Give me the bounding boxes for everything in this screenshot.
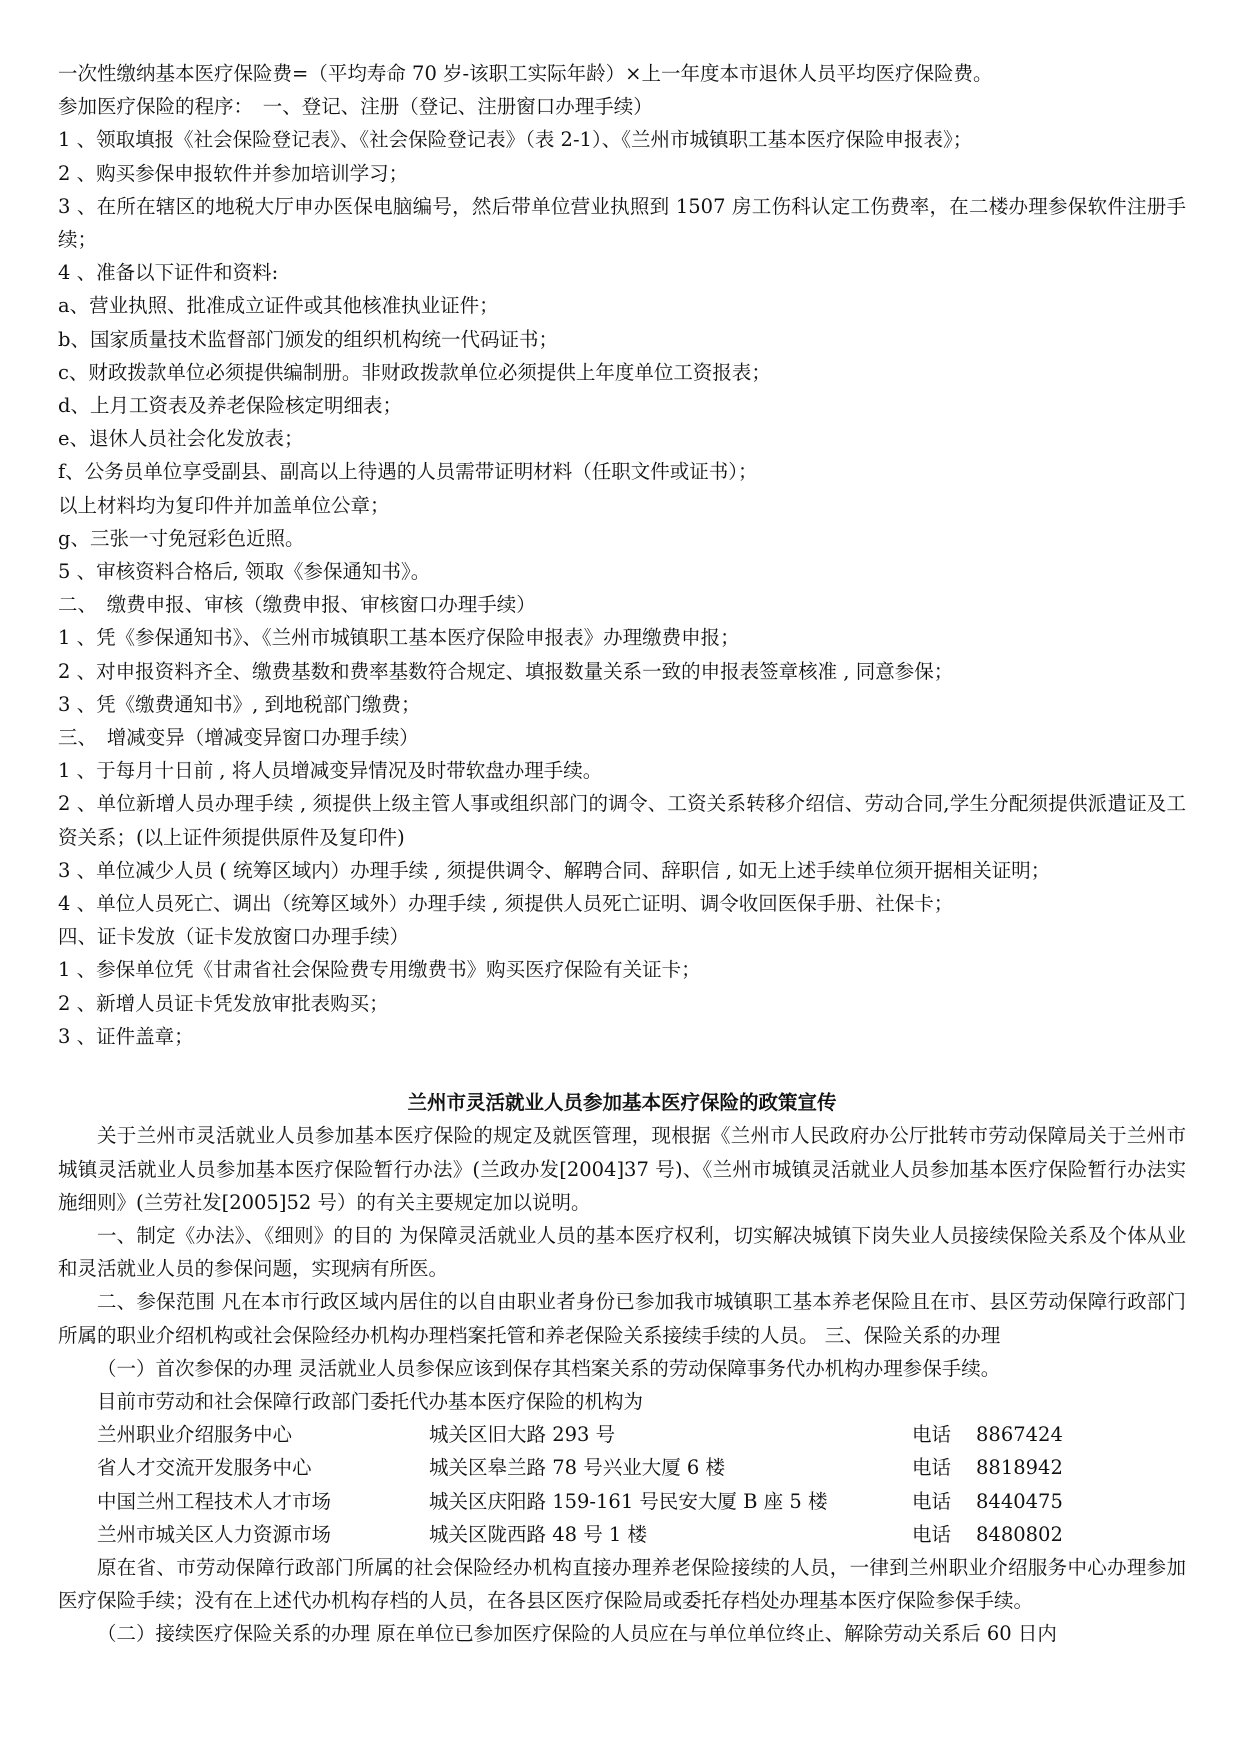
registration-step-5: 5 、审核资料合格后, 领取《参保通知书》。 bbox=[58, 560, 431, 584]
agency-address: 城关区旧大路 293 号 bbox=[429, 1423, 616, 1447]
document-item-f: f、公务员单位享受副县、副高以上待遇的人员需带证明材料（任职文件或证书）； bbox=[58, 460, 758, 484]
agency-phone-label: 电话 bbox=[912, 1456, 952, 1480]
agency-phone-label: 电话 bbox=[912, 1522, 952, 1546]
registration-step-4: 4 、准备以下证件和资料: bbox=[58, 261, 279, 285]
part3-step-4: 4 、单位人员死亡、调出（统筹区域外）办理手续 , 须提供人员死亡证明、调令收回医保手册、社保卡； bbox=[58, 892, 954, 916]
part2-step-3: 3 、凭《缴费通知书》, 到地税部门缴费； bbox=[58, 692, 421, 716]
original-staff-note: 原在省、市劳动保障行政部门所属的社会保险经办机构直接办理养老保险接续的人员，一律到兰州职业介绍服务中心办理参加医疗保险手续；没有在上述代办机构存档的人员，在各县区医疗保险局或委托存档处办理基本医疗保险参保手续。 bbox=[58, 1555, 1186, 1613]
agency-phone: 8818942 bbox=[976, 1456, 1063, 1480]
part4-step-2: 2 、新增人员证卡凭发放审批表购买； bbox=[58, 991, 389, 1015]
part3-step-3: 3 、单位减少人员 ( 统筹区域内）办理手续 , 须提供调令、解聘合同、辞职信 , 如无上述手续单位须开据相关证明； bbox=[58, 858, 1051, 882]
registration-step-1: 1 、领取填报《社会保险登记表》、《社会保险登记表》（表 2-1）、《兰州市城镇职工基本医疗保险申报表》； bbox=[58, 128, 973, 152]
agency-address: 城关区皋兰路 78 号兴业大厦 6 楼 bbox=[429, 1456, 726, 1480]
part2-title: 二、 缴费申报、审核（缴费申报、审核窗口办理手续） bbox=[58, 593, 536, 617]
continuation-note: （二）接续医疗保险关系的办理 原在单位已参加医疗保险的人员应在与单位单位终止、解除劳动关系后 60 日内 bbox=[97, 1622, 1057, 1646]
document-page bbox=[58, 57, 1186, 1651]
part3-step-1: 1 、于每月十日前 , 将人员增减变异情况及时带软盘办理手续。 bbox=[58, 759, 603, 783]
part2-step-1: 1 、凭《参保通知书》、《兰州市城镇职工基本医疗保险申报表》办理缴费申报； bbox=[58, 626, 740, 650]
policy-intro: 关于兰州市灵活就业人员参加基本医疗保险的规定及就医管理，现根据《兰州市人民政府办公厅批转市劳动保障局关于兰州市城镇灵活就业人员参加基本医疗保险暂行办法》(兰政办发[2004]37 号)、《兰州市城镇灵活就业人员参加基本医疗保险暂行办法实施细则》(兰劳社发[2005]52 号）的有关主要规定加以说明。 bbox=[58, 1124, 1186, 1214]
document-item-e: e、退休人员社会化发放表； bbox=[58, 427, 304, 451]
part3-title: 三、 增减变异（增减变异窗口办理手续） bbox=[58, 726, 419, 750]
section-gap bbox=[58, 1053, 1186, 1086]
policy-purpose: 一、制定《办法》、《细则》的目的 为保障灵活就业人员的基本医疗权利，切实解决城镇下岗失业人员接续保险关系及个体从业和灵活就业人员的参保问题，实现病有所医。 bbox=[58, 1223, 1186, 1281]
part4-step-1: 1 、参保单位凭《甘肃省社会保险费专用缴费书》购买医疗保险有关证卡； bbox=[58, 958, 701, 982]
agency-phone-label: 电话 bbox=[912, 1489, 952, 1513]
document-item-b: b、国家质量技术监督部门颁发的组织机构统一代码证书； bbox=[58, 327, 558, 351]
agency-phone: 8440475 bbox=[976, 1489, 1063, 1513]
part4-step-3: 3 、证件盖章； bbox=[58, 1024, 194, 1048]
policy-heading: 兰州市灵活就业人员参加基本医疗保险的政策宣传 bbox=[407, 1091, 837, 1115]
agency-address: 城关区庆阳路 159-161 号民安大厦 B 座 5 楼 bbox=[429, 1489, 828, 1513]
agency-name: 中国兰州工程技术人才市场 bbox=[97, 1489, 332, 1513]
agency-address: 城关区陇西路 48 号 1 楼 bbox=[429, 1522, 648, 1546]
agencies-intro: 目前市劳动和社会保障行政部门委托代办基本医疗保险的机构为 bbox=[97, 1389, 644, 1413]
agency-name: 兰州市城关区人力资源市场 bbox=[97, 1522, 332, 1546]
registration-step-2: 2 、购买参保申报软件并参加培训学习； bbox=[58, 161, 409, 185]
premium-formula: 一次性缴纳基本医疗保险费=（平均寿命 70 岁-该职工实际年龄）×上一年度本市退休人员平均医疗保险费。 bbox=[58, 62, 993, 85]
agency-row bbox=[58, 1418, 1186, 1451]
agency-phone: 8867424 bbox=[976, 1423, 1063, 1447]
document-item-g: g、三张一寸免冠彩色近照。 bbox=[58, 526, 305, 550]
document-note: 以上材料均为复印件并加盖单位公章； bbox=[58, 493, 390, 517]
agency-name: 省人才交流开发服务中心 bbox=[97, 1456, 312, 1480]
document-item-a: a、营业执照、批准成立证件或其他核准执业证件； bbox=[58, 294, 499, 318]
part3-step-2: 2 、单位新增人员办理手续 , 须提供上级主管人事或组织部门的调令、工资关系转移介绍信、劳动合同,学生分配须提供派遣证及工资关系；(以上证件须提供原件及复印件) bbox=[58, 792, 1186, 849]
agency-row bbox=[58, 1451, 1186, 1484]
procedure-title: 参加医疗保险的程序： 一、登记、注册（登记、注册窗口办理手续） bbox=[58, 95, 653, 119]
agency-row bbox=[58, 1518, 1186, 1551]
first-enroll: （一）首次参保的办理 灵活就业人员参保应该到保存其档案关系的劳动保障事务代办机构办理参保手续。 bbox=[97, 1356, 1001, 1380]
document-item-d: d、上月工资表及养老保险核定明细表； bbox=[58, 394, 402, 418]
document-item-c: c、财政拨款单位必须提供编制册。非财政拨款单位必须提供上年度单位工资报表； bbox=[58, 360, 771, 384]
agency-phone-label: 电话 bbox=[912, 1423, 952, 1447]
agency-name: 兰州职业介绍服务中心 bbox=[97, 1423, 293, 1447]
agency-row bbox=[58, 1485, 1186, 1518]
part2-step-2: 2 、对申报资料齐全、缴费基数和费率基数符合规定、填报数量关系一致的申报表签章核准 , 同意参保； bbox=[58, 659, 954, 683]
part4-title: 四、证卡发放（证卡发放窗口办理手续） bbox=[58, 925, 410, 949]
policy-scope: 二、参保范围 凡在本市行政区域内居住的以自由职业者身份已参加我市城镇职工基本养老保险且在市、县区劳动保障行政部门所属的职业介绍机构或社会保险经办机构办理档案托管和养老保险关系接续手续的人员。 三、保险关系的办理 bbox=[58, 1290, 1186, 1347]
agency-phone: 8480802 bbox=[976, 1522, 1063, 1546]
registration-step-3: 3 、在所在辖区的地税大厅申办医保电脑编号，然后带单位营业执照到 1507 房工伤科认定工伤费率，在二楼办理参保软件注册手续； bbox=[58, 194, 1186, 252]
